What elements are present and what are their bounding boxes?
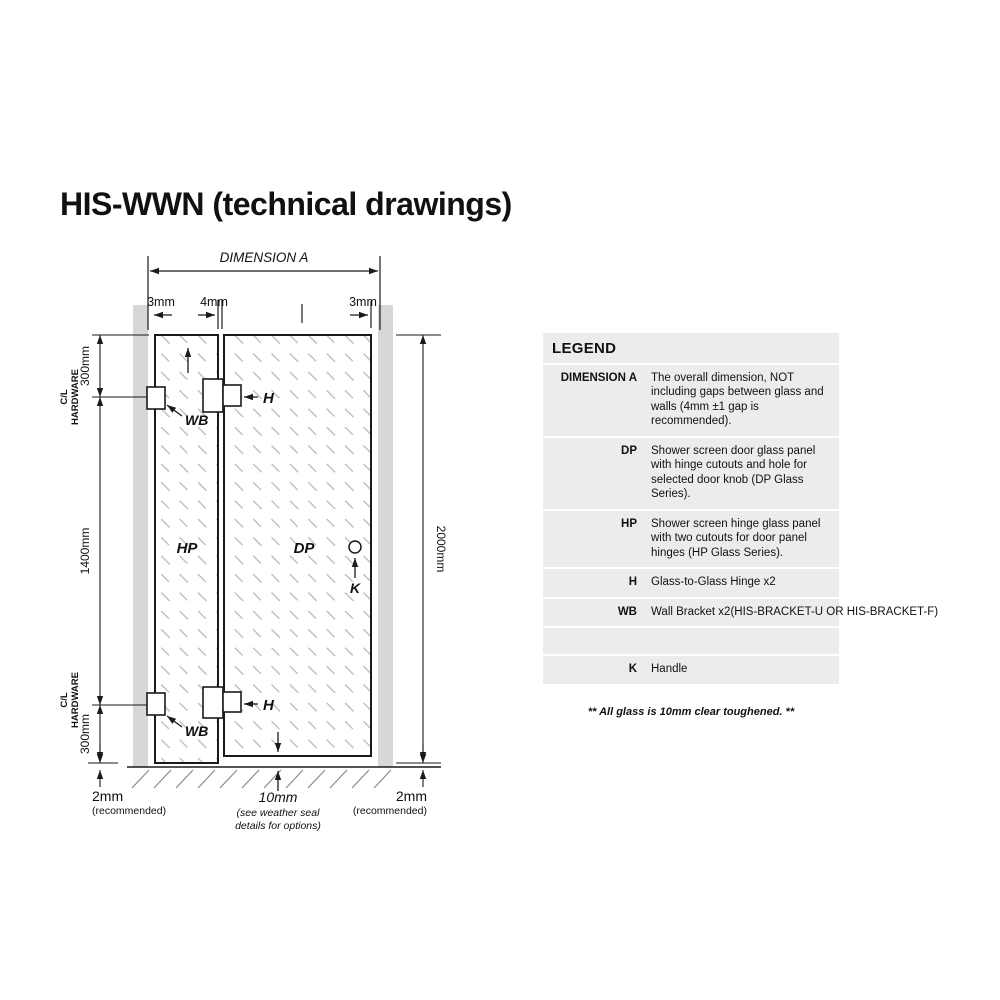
- wb-bottom-label: WB: [185, 723, 209, 739]
- legend-row: [543, 436, 839, 509]
- legend-desc: Handle: [651, 663, 688, 675]
- floor: [127, 767, 441, 788]
- legend-row: [543, 626, 839, 654]
- wall-bracket-bottom: [147, 693, 165, 715]
- page-title: HIS-WWN (technical drawings): [60, 186, 512, 222]
- legend-term: DP: [621, 444, 637, 457]
- wall-left: [133, 305, 148, 767]
- legend-desc: Shower screen hinge glass panel with two cutouts for door panel hinges (HP Glass Series).: [651, 517, 821, 559]
- legend-panel: [543, 333, 939, 684]
- wall-right: [378, 305, 393, 767]
- legend-row: [543, 509, 839, 568]
- legend-row: [543, 654, 839, 684]
- wb-top-label: WB: [185, 412, 209, 428]
- legend-term: DIMENSION A: [560, 371, 637, 384]
- legend-rows: [543, 363, 939, 684]
- floor-gap-door-note2: details for options): [235, 820, 321, 832]
- floor-gap-right-label: 2mm: [395, 788, 427, 804]
- floor-gap-left-note: (recommended): [92, 805, 167, 817]
- k-label: K: [350, 580, 361, 596]
- dimension-a-label: DIMENSION A: [219, 250, 309, 265]
- dim-300-upper-label: 300mm: [78, 345, 92, 387]
- gap-dimensions: [154, 300, 371, 329]
- legend-term: [543, 634, 637, 647]
- gap-middle-label: 4mm: [200, 295, 228, 309]
- legend-term: WB: [617, 605, 637, 618]
- legend-desc: Shower screen door glass panel with hinge cutouts and hole for selected door knob (DP Glass Series).: [651, 444, 816, 500]
- legend-footnote: ** All glass is 10mm clear toughened. **: [587, 706, 795, 718]
- handle-hole: [349, 541, 361, 553]
- legend-term: HP: [621, 517, 637, 530]
- legend-desc: Glass-to-Glass Hinge x2: [651, 576, 776, 588]
- h-top-label: H: [263, 390, 274, 407]
- floor-gap-left-label: 2mm: [92, 788, 124, 804]
- legend-desc: Wall Bracket x2(HIS-BRACKET-U OR HIS-BRACKET-F): [651, 605, 939, 618]
- cl-hardware-bottom-line1: C/L: [59, 692, 70, 708]
- cl-hardware-top-line1: C/L: [59, 389, 70, 405]
- cl-hardware-top-line2: HARDWARE: [70, 369, 81, 425]
- floor-gap-door-label: 10mm: [258, 789, 298, 805]
- floor-gap-door-note1: (see weather seal: [236, 807, 320, 819]
- cl-hardware-bottom-line2: HARDWARE: [70, 672, 81, 728]
- gap-left-label: 3mm: [147, 295, 175, 309]
- legend-term: K: [628, 663, 637, 675]
- floor-hatch: [132, 770, 391, 788]
- hp-panel-label: HP: [176, 540, 198, 557]
- floor-gap-right-note: (recommended): [352, 805, 427, 817]
- legend-row: [543, 597, 939, 627]
- dp-panel-label: DP: [293, 540, 315, 557]
- legend-row: [543, 363, 839, 436]
- dim-2000-label: 2000mm: [434, 525, 448, 573]
- dim-1400-label: 1400mm: [78, 527, 92, 575]
- wall-bracket-top: [147, 387, 165, 409]
- legend-desc: The overall dimension, NOT including gaps between glass and walls (4mm ±1 gap is recommended).: [651, 371, 824, 427]
- legend-row: [543, 567, 839, 597]
- dimension-a: [148, 256, 380, 330]
- legend-term: H: [628, 576, 637, 588]
- legend-desc: [651, 634, 829, 647]
- legend-title: LEGEND: [552, 340, 617, 357]
- dim-300-lower-label: 300mm: [78, 713, 92, 755]
- gap-right-label: 3mm: [349, 295, 377, 309]
- h-bottom-label: H: [263, 697, 274, 714]
